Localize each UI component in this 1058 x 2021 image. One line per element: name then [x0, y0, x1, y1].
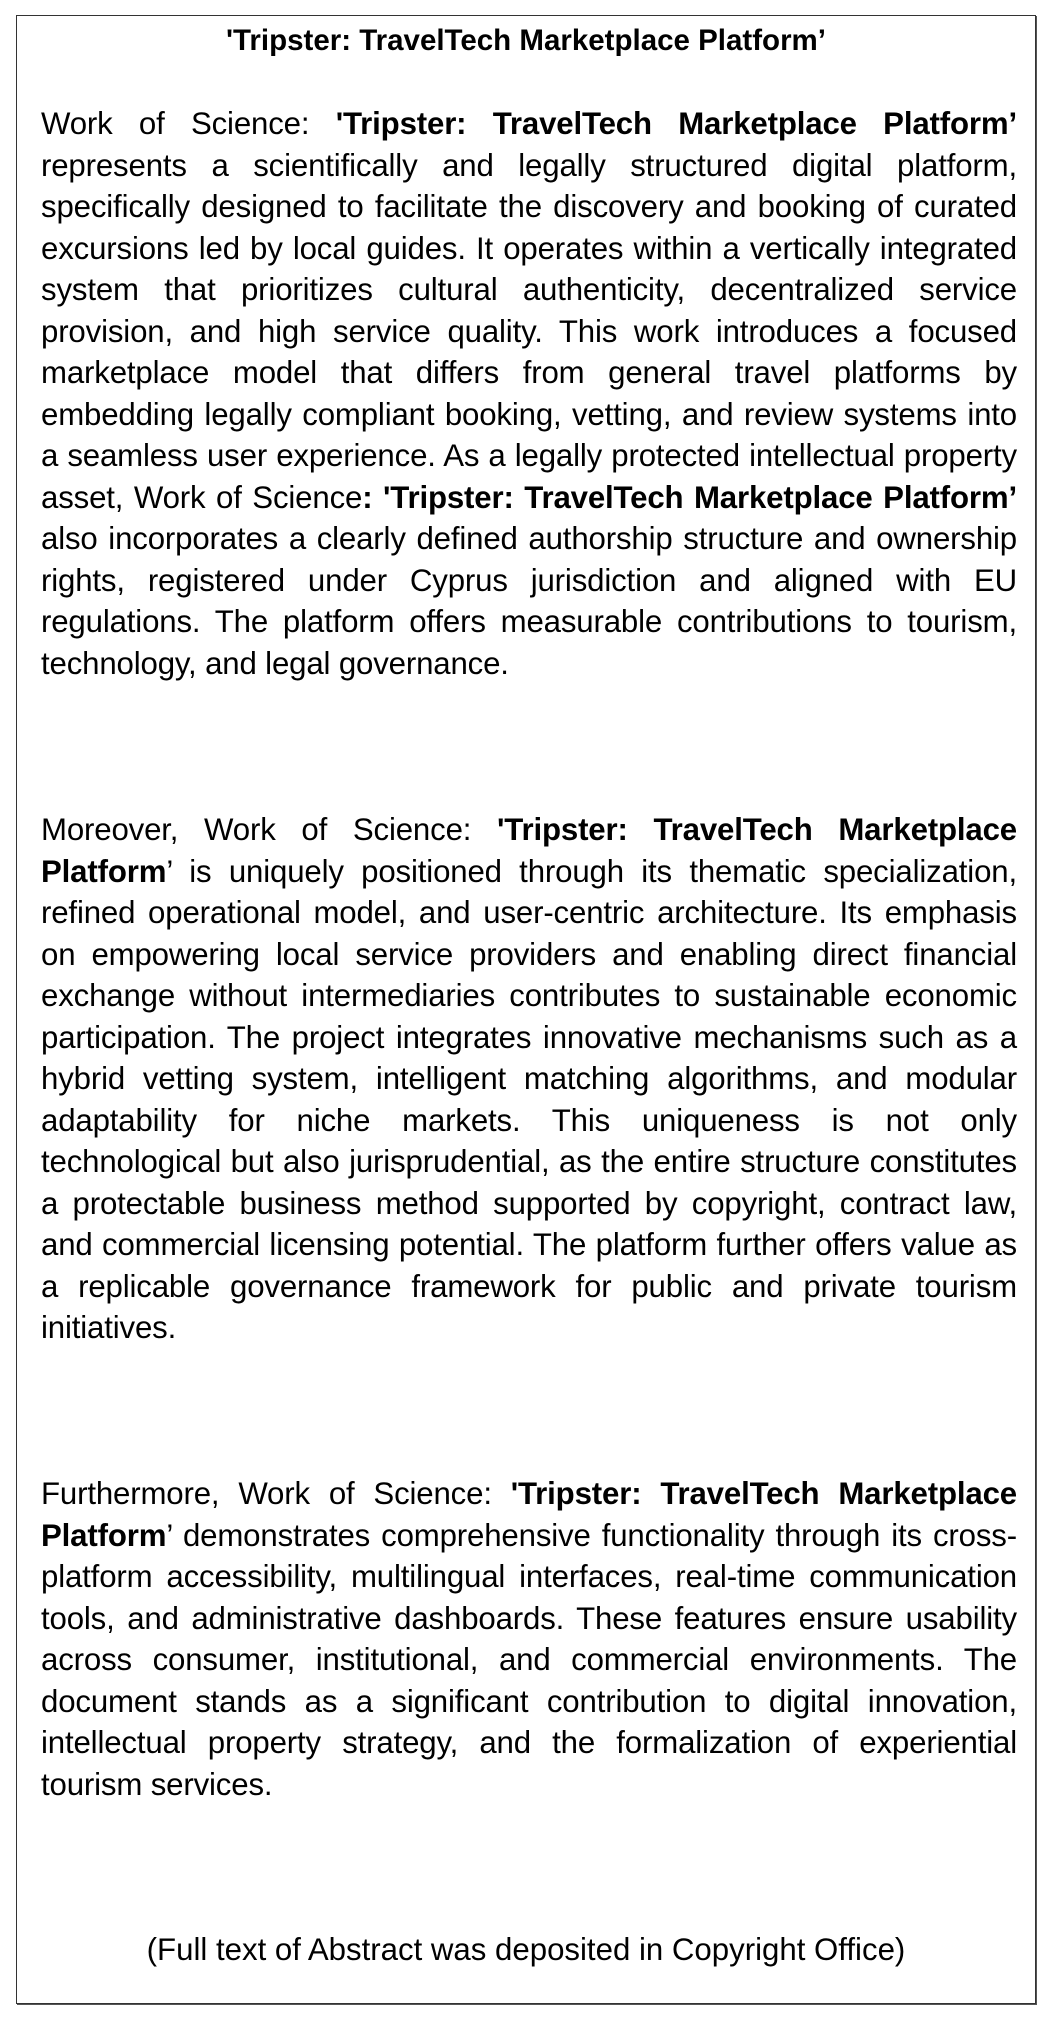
paragraph-3 [41, 1473, 1017, 1805]
abstract-frame [16, 15, 1036, 2004]
paragraph-3-lead: Furthermore, Work of Science: [41, 1476, 511, 1511]
paragraph-1-colon: : [362, 479, 373, 515]
paragraph-1-text-2: also incorporates a clearly defined authorship structure and ownership rights, registered under Cyprus jurisdiction and aligned with EU regulations. The platform offers measurable contributions to tourism, technology, and legal governance. [41, 521, 1017, 681]
paragraph-3-work-name: 'Tripster: TravelTech Marketplace Platform [41, 1476, 1017, 1553]
paragraph-2-work-name: 'Tripster: TravelTech Marketplace Platform [41, 812, 1017, 889]
paragraph-2 [41, 809, 1017, 1349]
paragraph-1 [41, 103, 1017, 684]
paragraph-2-lead: Moreover, Work of Science: [41, 812, 498, 847]
paragraph-2-quote: ’ [166, 853, 172, 889]
paragraph-1-work-name-2: 'Tripster: TravelTech Marketplace Platform’ [372, 479, 1017, 515]
paragraph-2-text: is uniquely positioned through its thematic specialization, refined operational model, and user-centric architecture. Its emphasis on empowering local service providers and enabling direct financial exchange without intermediaries contributes to sustainable economic participation. The project integrates innovative mechanisms such as a hybrid vetting system, intelligent matching algorithms, and modular adaptability for niche markets. This uniqueness is not only technological but also jurisprudential, as the entire structure constitutes a protectable business method supported by copyright, contract law, and commercial licensing potential. The platform further offers value as a replicable governance framework for public and private tourism initiatives. [41, 853, 1017, 1345]
paragraph-3-text: demonstrates comprehensive functionality through its cross-platform accessibility, multilingual interfaces, real-time communication tools, and administrative dashboards. These features ensure usability across consumer, institutional, and commercial environments. The document stands as a significant contribution to digital innovation, intellectual property strategy, and the formalization of experiential tourism services. [41, 1517, 1017, 1802]
paragraph-1-text: represents a scientifically and legally structured digital platform, specifically designed to facilitate the discovery and booking of curated excursions led by local guides. It operates within a vertically integrated system that prioritizes cultural authenticity, decentralized service provision, and high service quality. This work introduces a focused marketplace model that differs from general travel platforms by embedding legally compliant booking, vetting, and review systems into a seamless user experience. As a legally protected intellectual property asset, Work of Science [41, 147, 1017, 515]
deposit-note: (Full text of Abstract was deposited in Copyright Office) [146, 1932, 906, 1967]
paragraph-3-quote: ’ [166, 1517, 172, 1553]
paragraph-1-lead: Work of Science: [41, 106, 336, 141]
paragraph-1-work-name: 'Tripster: TravelTech Marketplace Platform’ [335, 106, 1017, 141]
document-title: 'Tripster: TravelTech Marketplace Platform’ [226, 24, 826, 57]
